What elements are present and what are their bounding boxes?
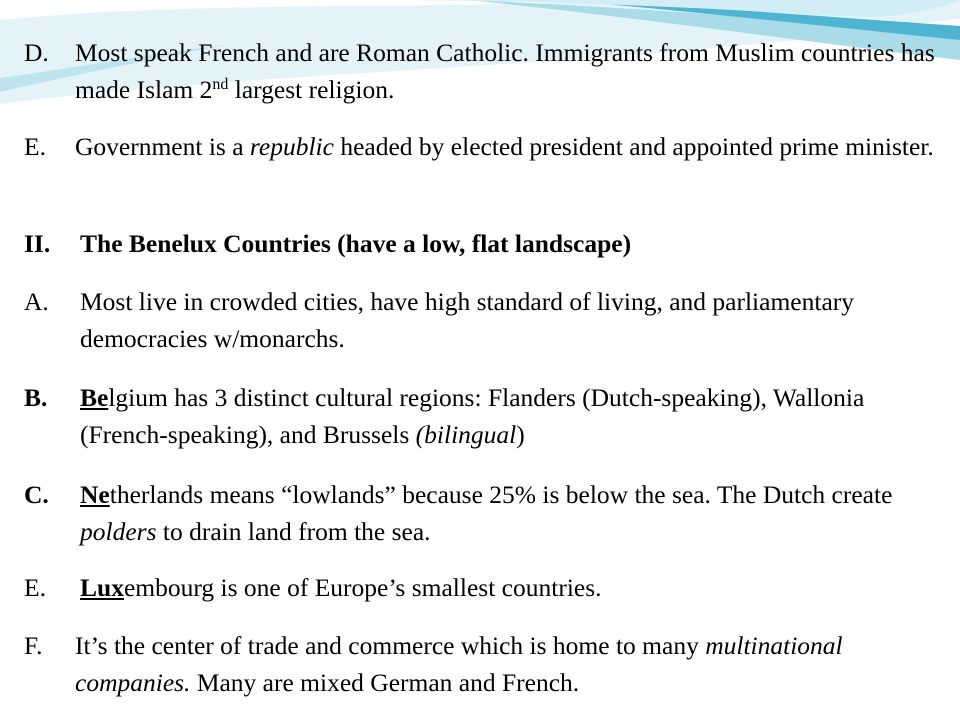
bullet-d — [24, 34, 954, 108]
section-heading-benelux — [24, 225, 954, 262]
bullet-a — [24, 283, 954, 357]
bullet-label: F. — [24, 631, 43, 660]
bullet-text: Luxembourg is one of Europe’s smallest countries. — [80, 573, 602, 602]
bullet-text: Government is a republic headed by elected president and appointed prime minister. — [75, 132, 934, 161]
bullet-e-luxembourg — [24, 569, 954, 606]
bullet-e-government — [24, 128, 954, 165]
bullet-c-netherlands — [24, 476, 954, 550]
bullet-text: Belgium has 3 distinct cultural regions: Flanders (Dutch-speaking), Wallonia (French-speaking), and Brussels (bilingual) — [80, 383, 865, 449]
bullet-label: C. — [24, 480, 49, 509]
bullet-text: Netherlands means “lowlands” because 25% is below the sea. The Dutch create polders to drain land from the sea. — [80, 480, 893, 546]
section-text: The Benelux Countries (have a low, flat landscape) — [80, 229, 632, 258]
bullet-label: A. — [24, 287, 49, 316]
bullet-f — [24, 627, 954, 701]
bullet-label: B. — [24, 383, 48, 412]
bullet-label: E. — [24, 132, 46, 161]
bullet-label: E. — [24, 573, 46, 602]
bullet-text: Most speak French and are Roman Catholic. Immigrants from Muslim countries has made Islam 2nd largest religion. — [75, 38, 935, 104]
bullet-text: Most live in crowded cities, have high standard of living, and parliamentary democracies w/monarchs. — [80, 287, 855, 353]
bullet-b-belgium — [24, 379, 954, 453]
section-label: II. — [24, 229, 51, 258]
bullet-label: D. — [24, 38, 49, 67]
bullet-text: It’s the center of trade and commerce which is home to many multinational companies. Many are mixed German and French. — [75, 631, 843, 697]
